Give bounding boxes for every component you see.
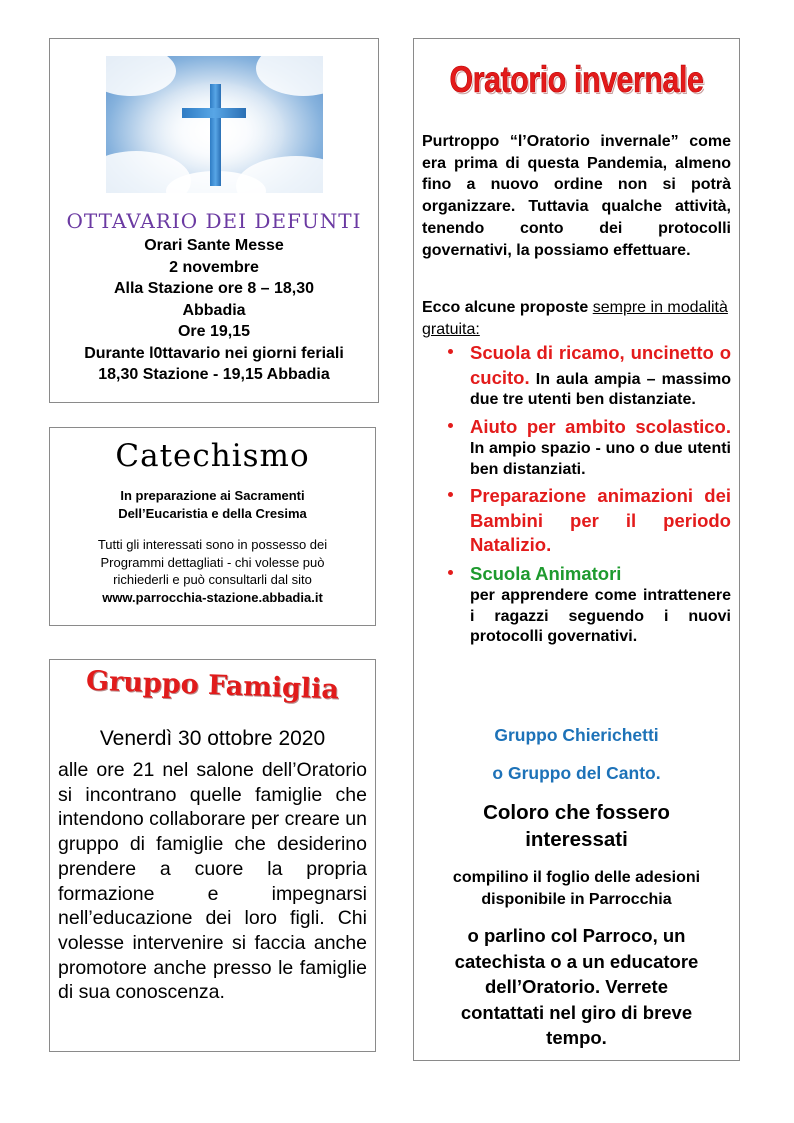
schedule-line: 2 novembre [169,258,259,276]
parlino-line: tempo. [546,1027,607,1049]
ottavario-schedule [50,235,378,386]
list-item [448,415,731,481]
parlino-line: catechista o a un educatore [454,950,699,972]
catechismo-subtitle-line: Dell’Eucaristia e della Cresima [118,505,307,521]
activity-title: Preparazione animazioni dei Bambini per il periodo Natalizio. [470,485,731,555]
parish-website-link[interactable]: www.parrocchia-stazione.abbadia.it [102,589,323,605]
parlino-line: dell’Oratorio. Verrete [484,976,668,998]
activity-title: Aiuto per ambito scolastico. [470,415,731,437]
parlino-line: contattati nel giro di breve [460,1001,693,1023]
schedule-line: Ore 19,15 [177,323,251,340]
catechismo-box [49,427,376,626]
oratorio-title: Oratorio invernale [449,59,704,100]
interessati-heading [414,799,739,853]
oratorio-proposte [422,297,731,340]
parlino-text [414,923,739,1051]
activity-title: Scuola Animatori [470,562,622,584]
interessati-line: Coloro che fossero [483,801,670,824]
ottavario-title: OTTAVARIO DEI DEFUNTI [66,209,362,233]
famiglia-date: Venerdì 30 ottobre 2020 [99,727,326,750]
cross-in-clouds-image [106,56,323,193]
activity-title: Scuola di ricamo, uncinetto o cucito. [470,342,731,388]
list-item [448,562,731,648]
oratorio-intro: Purtroppo “l’Oratorio invernale” come era prima di questa Pandemia, almeno fino a nuovo ordine non si potrà organizzare. Tuttavia qualche attività, tenendo conto dei protocolli governativi, la possiamo effettuare. [422,133,731,259]
canto-label: o Gruppo del Canto. [492,763,661,783]
schedule-line: Orari Sante Messe [144,237,284,254]
catechismo-subtitle [50,487,375,522]
catechismo-body [50,536,375,606]
bullet-icon [448,349,453,354]
compilino-line: disponibile in Parrocchia [481,890,672,908]
schedule-line: Alla Stazione ore 8 – 18,30 [113,280,315,297]
proposte-label: Ecco alcune proposte [422,299,589,316]
famiglia-title: Gruppo Famiglia [85,665,340,706]
activity-description: In aula ampia – massimo due tre utenti ben distanziate. [470,370,731,408]
bullet-icon [448,492,453,497]
compilino-text [414,867,739,910]
list-item [448,341,731,411]
catechismo-body-line: richiederli e può consultarli dal sito [113,572,312,587]
interessati-line: interessati [525,828,628,851]
famiglia-box [49,659,376,1052]
oratorio-box [413,38,740,1061]
ottavario-box [49,38,379,403]
catechismo-subtitle-line: In preparazione ai Sacramenti [120,488,305,503]
schedule-line: Durante l0ttavario nei giorni feriali [84,344,344,362]
catechismo-body-line: Programmi dettagliati - chi volesse può [100,554,325,570]
activities-list [448,341,731,652]
bullet-icon [448,423,453,428]
chierichetti-label: Gruppo Chierichetti [494,725,659,745]
parlino-line: o parlino col Parroco, un [467,925,686,946]
activity-description: In ampio spazio - uno o due utenti ben distanziati. [470,440,731,478]
bullet-icon [448,570,453,575]
proposte-note: sempre in modalità gratuita: [422,299,728,338]
compilino-line: compilino il foglio delle adesioni [452,869,701,886]
catechismo-title: Catechismo [115,438,310,474]
activity-description: per apprendere come intrattenere i ragazzi seguendo i nuovi protocolli governativi. [470,587,731,645]
famiglia-body: alle ore 21 nel salone dell’Oratorio si incontrano quelle famiglie che intendono collaborare per creare un gruppo di famiglie che desiderino prendere a cuore la propria formazione e impegnarsi nell’educazione dei loro figli. Chi volesse intervenire si faccia anche promotore anche presso le famiglie di sua conoscenza. [58,759,367,1004]
schedule-line: 18,30 Stazione - 19,15 Abbadia [98,366,330,383]
schedule-line: Abbadia [182,301,246,319]
list-item [448,484,731,558]
catechismo-body-line: Tutti gli interessati sono in possesso dei [97,537,328,552]
cross-icon [106,56,323,193]
